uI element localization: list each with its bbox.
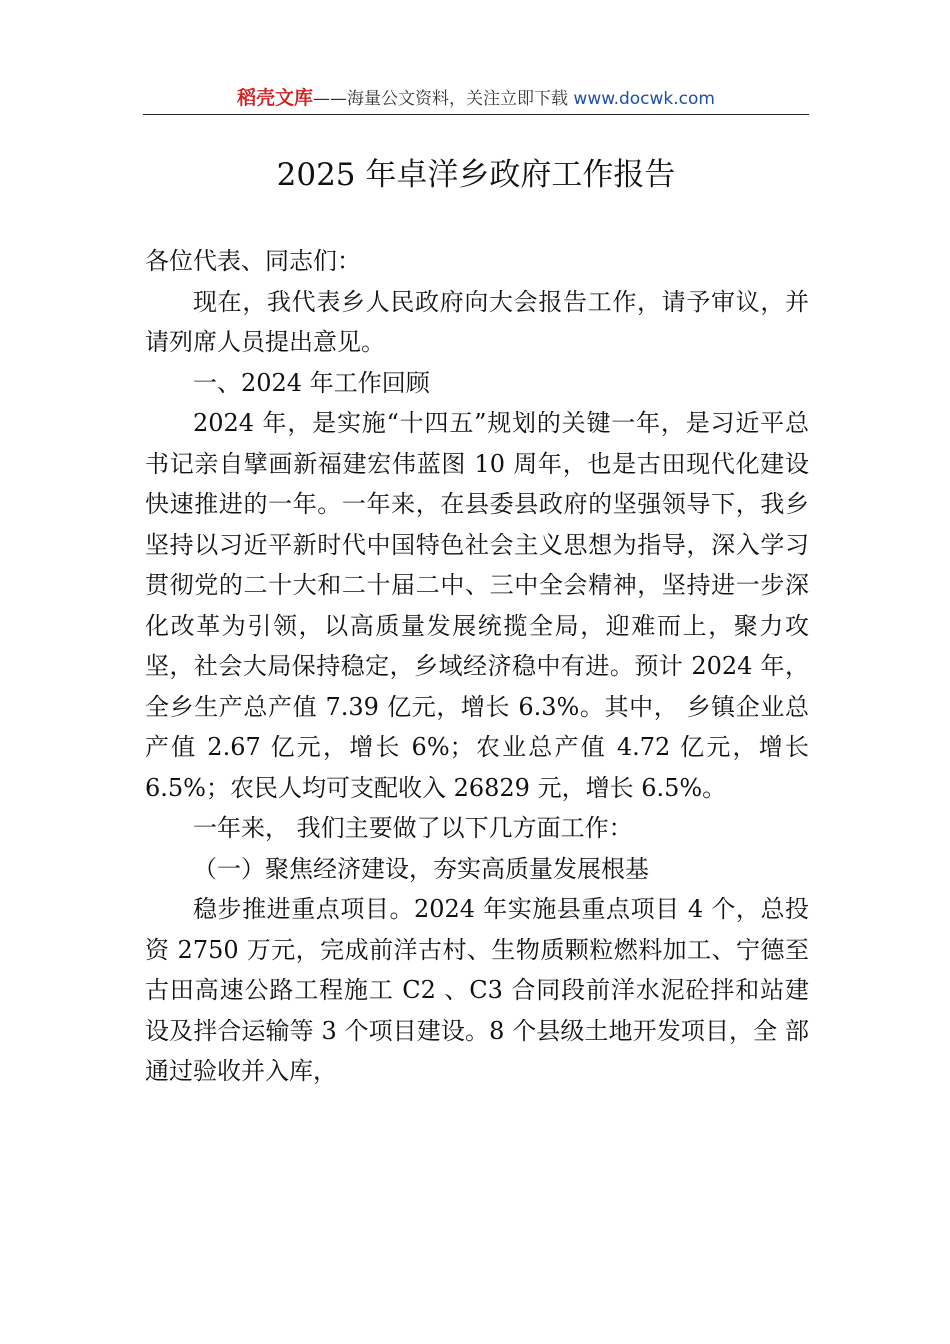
site-url-link[interactable]: www.docwk.com xyxy=(573,89,715,109)
header-divider xyxy=(143,114,809,115)
paragraph: 一年来， 我们主要做了以下几方面工作： xyxy=(193,814,633,842)
site-header xyxy=(143,84,809,113)
salutation: 各位代表、同志们： xyxy=(145,247,361,275)
header-tagline: ——海量公文资料，关注立即下载 xyxy=(313,89,569,109)
document-body xyxy=(145,241,809,1092)
paragraph: 稳步推进重点项目。2024 年实施县重点项目 4 个，总投 资 2750 万元，完成前洋古村、生物质颗粒燃料加工、宁德至 古田高速公路工程施工 C2 、C3 合同段前洋水泥砼拌和站建 设及拌合运输等 3 个项目建设。8 个县级土地开发项目，全 部通过验收并入库， xyxy=(145,895,809,1085)
section-heading: 一、2024 年工作回顾 xyxy=(193,368,430,397)
brand-name[interactable]: 稻壳文库 xyxy=(237,87,314,109)
subsection-heading: （一）聚焦经济建设，夯实高质量发展根基 xyxy=(193,854,649,883)
paragraph: 现在，我代表乡人民政府向大会报告工作，请予审议，并请列席人员提出意见。 xyxy=(145,287,809,356)
paragraph: 2024 年，是实施“十四五”规划的关键一年，是习近平总书记亲自擘画新福建宏伟蓝图 10 周年，也是古田现代化建设快速推进的一年。一年来，在县委县政府的坚强领导下，我乡坚持以习近平新时代中国特色社会主义思想为指导，深入学习贯彻党的二十大和二十届二中、三中全会精神，坚持进一步深化改革为引领，以高质量发展统揽全局，迎难而上，聚力攻坚，社会大局保持稳定，乡域经济稳中有进。预计 2024 年，全乡生产总产值 7.39 亿元，增长 6.3%。其中， 乡镇企业总产值 2.67 亿元，增长 6%；农业总产值 4.72 亿元，增长 6.5%；农民人均可支配收入 26829 元，增长 6.5%。 xyxy=(145,409,809,802)
document-title: 2025 年卓洋乡政府工作报告 xyxy=(276,157,676,193)
